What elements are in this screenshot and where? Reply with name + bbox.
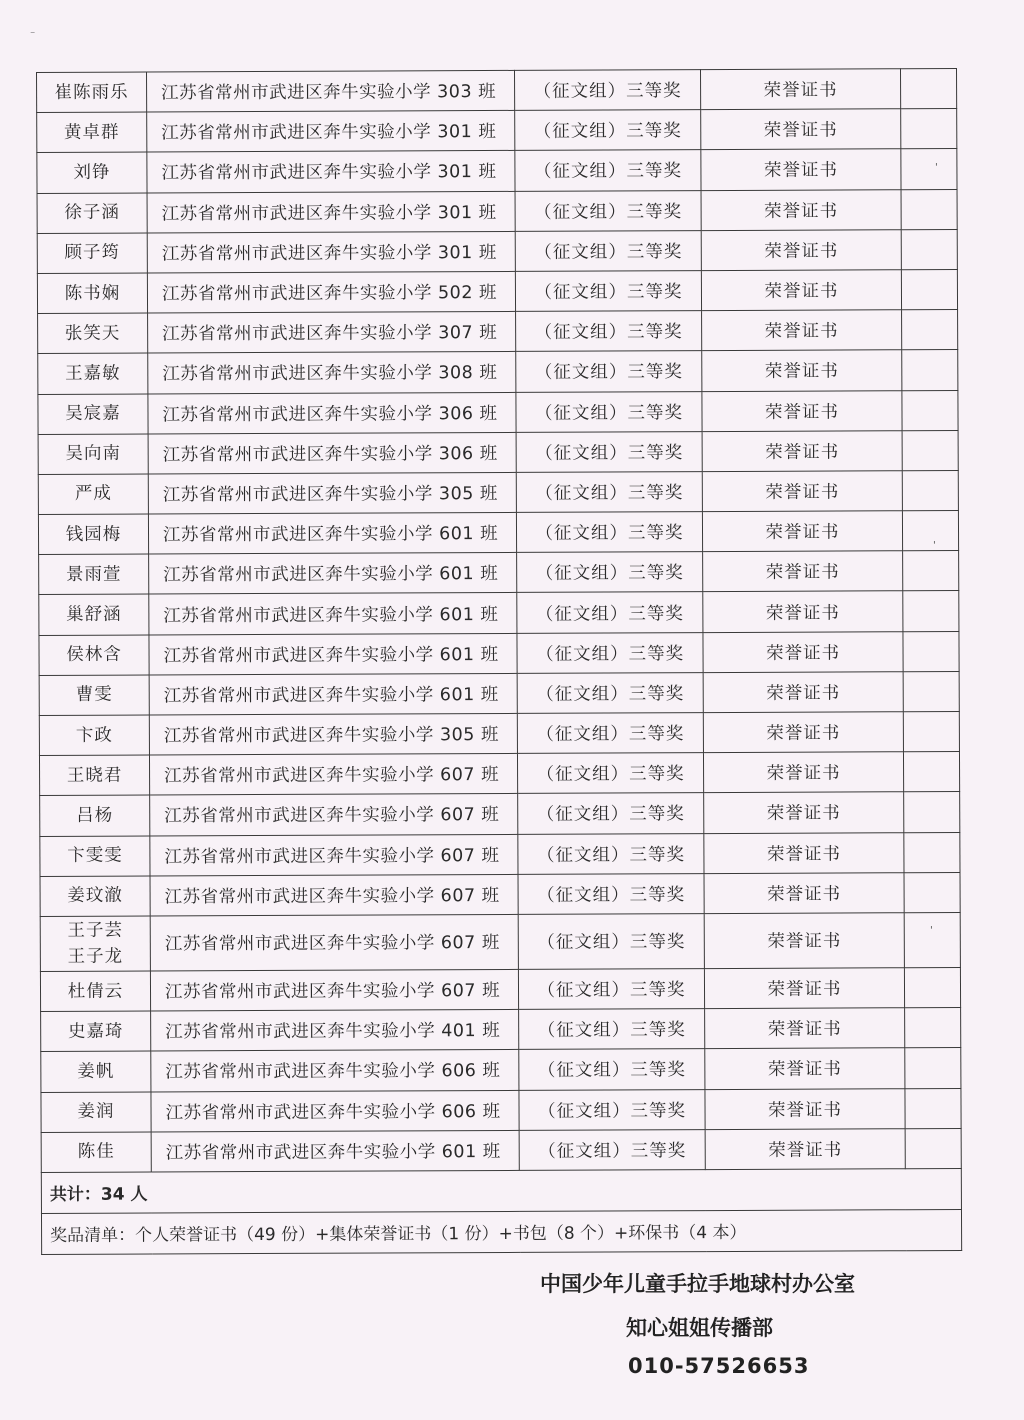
student-name: 陈书娴	[64, 283, 121, 304]
award-cell: （征文组）三等奖	[519, 1089, 705, 1130]
remark-cell	[901, 229, 957, 269]
award-cell: （征文组）三等奖	[517, 713, 703, 754]
certificate-cell: 荣誉证书	[701, 189, 901, 230]
award-cell: （征文组）三等奖	[517, 672, 703, 713]
student-name: 徐子涵	[64, 202, 120, 224]
prize-list-row	[41, 1209, 961, 1254]
remark-cell	[904, 792, 960, 832]
student-name: 姜帆	[77, 1061, 115, 1082]
award-cell: （征文组）三等奖	[515, 190, 701, 231]
table-row	[37, 109, 957, 153]
student-name: 史嘉琦	[67, 1021, 124, 1042]
footer-organization: 中国少年儿童手拉手地球村办公室	[540, 1272, 855, 1296]
student-name-cell	[41, 1092, 151, 1133]
student-name-cell	[39, 715, 149, 756]
award-cell: （征文组）三等奖	[516, 471, 702, 512]
school-class-cell: 江苏省常州市武进区奔牛实验小学 607 班	[150, 914, 518, 971]
certificate-cell: 荣誉证书	[705, 1128, 905, 1169]
award-table	[36, 68, 962, 1255]
award-cell: （征文组）三等奖	[518, 833, 704, 874]
student-name: 王子芸	[67, 920, 124, 941]
school-class-cell: 江苏省常州市武进区奔牛实验小学 607 班	[150, 969, 518, 1011]
remark-cell	[901, 269, 957, 309]
certificate-cell: 荣誉证书	[703, 591, 903, 632]
award-cell: （征文组）三等奖	[515, 110, 701, 151]
student-name: 杜倩云	[67, 981, 124, 1002]
award-cell: （征文组）三等奖	[516, 311, 702, 352]
student-name-cell	[41, 1132, 151, 1173]
student-name-cell	[40, 916, 150, 971]
certificate-cell: 荣誉证书	[702, 390, 902, 431]
certificate-cell: 荣誉证书	[704, 913, 904, 969]
school-class-cell: 江苏省常州市武进区奔牛实验小学 308 班	[148, 352, 516, 394]
student-name-cell	[37, 193, 147, 234]
student-name: 曹雯	[75, 685, 113, 706]
school-class-cell: 江苏省常州市武进区奔牛实验小学 607 班	[150, 834, 518, 876]
certificate-cell: 荣誉证书	[705, 1008, 905, 1049]
school-class-cell: 江苏省常州市武进区奔牛实验小学 301 班	[147, 191, 515, 233]
school-class-cell: 江苏省常州市武进区奔牛实验小学 306 班	[148, 432, 516, 474]
award-cell: （征文组）三等奖	[515, 150, 701, 191]
certificate-cell: 荣誉证书	[702, 350, 902, 391]
school-class-cell: 江苏省常州市武进区奔牛实验小学 601 班	[149, 593, 517, 635]
prize-list: 奖品清单：个人荣誉证书（49 份）+集体荣誉证书（1 份）+书包（8 个）+环保书（4 本）	[41, 1209, 961, 1254]
student-name: 吴向南	[65, 443, 121, 465]
award-table-summary	[41, 1168, 961, 1254]
student-name: 吴宸嘉	[65, 403, 121, 424]
student-name: 王子龙	[67, 946, 124, 967]
student-name-cell	[41, 1011, 151, 1052]
table-row	[41, 1048, 961, 1092]
table-row	[38, 511, 958, 555]
student-name-cell	[37, 72, 147, 113]
school-class-cell: 江苏省常州市武进区奔牛实验小学 301 班	[147, 151, 515, 193]
award-cell: （征文组）三等奖	[514, 70, 700, 111]
student-name: 卞政	[75, 725, 113, 746]
student-name: 钱园梅	[65, 524, 122, 545]
student-name: 王晓君	[66, 765, 123, 786]
table-row	[40, 912, 960, 971]
student-name-cell	[40, 836, 150, 877]
remark-cell	[903, 711, 959, 751]
student-name: 张笑天	[64, 323, 121, 344]
school-class-cell: 江苏省常州市武进区奔牛实验小学 303 班	[147, 70, 515, 112]
award-cell: （征文组）三等奖	[517, 592, 703, 633]
table-row	[39, 752, 959, 796]
student-name-cell	[40, 876, 150, 917]
certificate-cell: 荣誉证书	[704, 832, 904, 873]
school-class-cell: 江苏省常州市武进区奔牛实验小学 307 班	[148, 312, 516, 354]
award-cell: （征文组）三等奖	[518, 873, 704, 914]
student-name-cell	[38, 514, 148, 555]
student-name-cell	[37, 233, 147, 274]
certificate-cell: 荣誉证书	[703, 752, 903, 793]
certificate-cell: 荣誉证书	[704, 968, 904, 1009]
table-row	[41, 1088, 961, 1132]
award-cell: （征文组）三等奖	[515, 230, 701, 271]
award-table-body	[37, 68, 962, 1172]
student-name-cell	[39, 554, 149, 595]
certificate-cell: 荣誉证书	[702, 471, 902, 512]
certificate-cell: 荣誉证书	[703, 672, 903, 713]
award-cell: （征文组）三等奖	[518, 969, 704, 1010]
certificate-cell: 荣誉证书	[701, 149, 901, 190]
table-row	[37, 189, 957, 233]
award-cell: （征文组）三等奖	[518, 914, 704, 970]
table-row	[40, 832, 960, 876]
school-class-cell: 江苏省常州市武进区奔牛实验小学 606 班	[151, 1090, 519, 1132]
award-cell: （征文组）三等奖	[519, 1049, 705, 1090]
school-class-cell: 江苏省常州市武进区奔牛实验小学 305 班	[148, 472, 516, 514]
table-row	[39, 631, 959, 675]
school-class-cell: 江苏省常州市武进区奔牛实验小学 306 班	[148, 392, 516, 434]
student-name: 侯林含	[66, 644, 122, 666]
certificate-cell: 荣誉证书	[702, 511, 902, 552]
award-cell: （征文组）三等奖	[516, 391, 702, 432]
table-row	[38, 430, 958, 474]
footer-phone: 010-57526653	[628, 1354, 810, 1378]
school-class-cell: 江苏省常州市武进区奔牛实验小学 502 班	[147, 271, 515, 313]
table-row	[39, 711, 959, 755]
table-row	[40, 872, 960, 916]
remark-cell	[901, 189, 957, 229]
student-name: 黄卓群	[63, 122, 120, 143]
student-name-cell	[39, 755, 149, 796]
student-name-cell	[37, 152, 147, 193]
school-class-cell: 江苏省常州市武进区奔牛实验小学 601 班	[149, 673, 517, 715]
student-name-cell	[38, 474, 148, 515]
student-name-cell	[37, 112, 147, 153]
remark-cell	[904, 832, 960, 872]
certificate-cell: 荣誉证书	[701, 229, 901, 270]
student-name: 吕杨	[76, 805, 114, 826]
table-row	[38, 310, 958, 354]
certificate-cell: 荣誉证书	[702, 430, 902, 471]
remark-cell	[903, 551, 959, 591]
remark-cell	[902, 511, 958, 551]
student-name: 顾子筠	[64, 242, 121, 264]
student-name: 刘铮	[73, 162, 111, 183]
remark-cell	[905, 1088, 961, 1128]
remark-cell	[902, 350, 958, 390]
certificate-cell: 荣誉证书	[701, 109, 901, 150]
award-cell: （征文组）三等奖	[519, 1129, 705, 1170]
certificate-cell: 荣誉证书	[704, 872, 904, 913]
table-row	[40, 792, 960, 836]
school-class-cell: 江苏省常州市武进区奔牛实验小学 301 班	[147, 111, 515, 153]
student-name-cell	[39, 635, 149, 676]
table-row	[39, 551, 959, 595]
school-class-cell: 江苏省常州市武进区奔牛实验小学 401 班	[151, 1010, 519, 1052]
table-row	[37, 229, 957, 273]
award-cell: （征文组）三等奖	[517, 552, 703, 593]
remark-cell	[900, 68, 956, 108]
footer-department: 知心姐姐传播部	[626, 1316, 773, 1340]
total-count: 共计：34 人	[41, 1168, 961, 1213]
school-class-cell: 江苏省常州市武进区奔牛实验小学 607 班	[150, 794, 518, 836]
student-name-cell	[39, 594, 149, 635]
student-name-cell	[40, 971, 150, 1012]
remark-cell	[901, 149, 957, 189]
award-cell: （征文组）三等奖	[517, 632, 703, 673]
table-row	[38, 470, 958, 514]
table-row	[40, 967, 960, 1011]
school-class-cell: 江苏省常州市武进区奔牛实验小学 601 班	[148, 512, 516, 554]
certificate-cell: 荣誉证书	[703, 631, 903, 672]
award-cell: （征文组）三等奖	[515, 271, 701, 312]
award-cell: （征文组）三等奖	[516, 431, 702, 472]
school-class-cell: 江苏省常州市武进区奔牛实验小学 606 班	[151, 1050, 519, 1092]
student-name: 崔陈雨乐	[54, 82, 129, 103]
remark-cell	[903, 591, 959, 631]
student-name-cell	[40, 795, 150, 836]
student-name-cell	[41, 1051, 151, 1092]
remark-cell	[902, 310, 958, 350]
certificate-cell: 荣誉证书	[700, 69, 900, 110]
table-row	[39, 591, 959, 635]
scan-mark: '	[933, 540, 936, 551]
student-name: 景雨萱	[65, 564, 122, 585]
table-row	[37, 149, 957, 193]
student-name-cell	[38, 353, 148, 394]
certificate-cell: 荣誉证书	[705, 1048, 905, 1089]
table-row	[41, 1008, 961, 1052]
table-row	[41, 1128, 961, 1172]
certificate-cell: 荣誉证书	[705, 1088, 905, 1129]
remark-cell	[904, 912, 960, 967]
remark-cell	[904, 872, 960, 912]
student-name: 姜玟澈	[67, 885, 123, 907]
student-name-cell	[38, 434, 148, 475]
student-name: 严成	[74, 484, 112, 505]
remark-cell	[903, 671, 959, 711]
remark-cell	[902, 470, 958, 510]
student-name-cell	[37, 273, 147, 314]
remark-cell	[905, 1128, 961, 1168]
award-cell: （征文组）三等奖	[516, 512, 702, 553]
remark-cell	[905, 1008, 961, 1048]
award-cell: （征文组）三等奖	[517, 753, 703, 794]
table-row	[37, 68, 957, 112]
remark-cell	[905, 1048, 961, 1088]
student-name: 王嘉敏	[65, 363, 121, 384]
student-name: 姜润	[77, 1101, 115, 1122]
table-row	[39, 671, 959, 715]
certificate-cell: 荣誉证书	[704, 792, 904, 833]
remark-cell	[902, 390, 958, 430]
table-row	[38, 350, 958, 394]
student-name-cell	[38, 394, 148, 435]
certificate-cell: 荣誉证书	[702, 310, 902, 351]
school-class-cell: 江苏省常州市武进区奔牛实验小学 601 班	[149, 553, 517, 595]
scan-mark: ⁻	[30, 30, 36, 41]
remark-cell	[902, 430, 958, 470]
award-cell: （征文组）三等奖	[519, 1009, 705, 1050]
student-name: 陈佳	[77, 1141, 115, 1163]
student-name: 卞雯雯	[67, 845, 123, 867]
award-cell: （征文组）三等奖	[518, 793, 704, 834]
school-class-cell: 江苏省常州市武进区奔牛实验小学 607 班	[149, 754, 517, 796]
school-class-cell: 江苏省常州市武进区奔牛实验小学 607 班	[150, 874, 518, 916]
student-name-cell	[39, 675, 149, 716]
student-name-cell	[38, 313, 148, 354]
school-class-cell: 江苏省常州市武进区奔牛实验小学 305 班	[149, 713, 517, 755]
scan-mark: '	[930, 925, 933, 936]
student-name: 巢舒涵	[66, 604, 122, 625]
remark-cell	[903, 631, 959, 671]
remark-cell	[901, 109, 957, 149]
scan-mark: '	[935, 162, 938, 173]
remark-cell	[904, 967, 960, 1007]
table-row	[38, 390, 958, 434]
total-row	[41, 1168, 961, 1213]
school-class-cell: 江苏省常州市武进区奔牛实验小学 601 班	[149, 633, 517, 675]
certificate-cell: 荣誉证书	[703, 712, 903, 753]
remark-cell	[903, 752, 959, 792]
certificate-cell: 荣誉证书	[703, 551, 903, 592]
award-cell: （征文组）三等奖	[516, 351, 702, 392]
table-row	[37, 269, 957, 313]
school-class-cell: 江苏省常州市武进区奔牛实验小学 601 班	[151, 1130, 519, 1172]
school-class-cell: 江苏省常州市武进区奔牛实验小学 301 班	[147, 231, 515, 273]
certificate-cell: 荣誉证书	[701, 270, 901, 311]
